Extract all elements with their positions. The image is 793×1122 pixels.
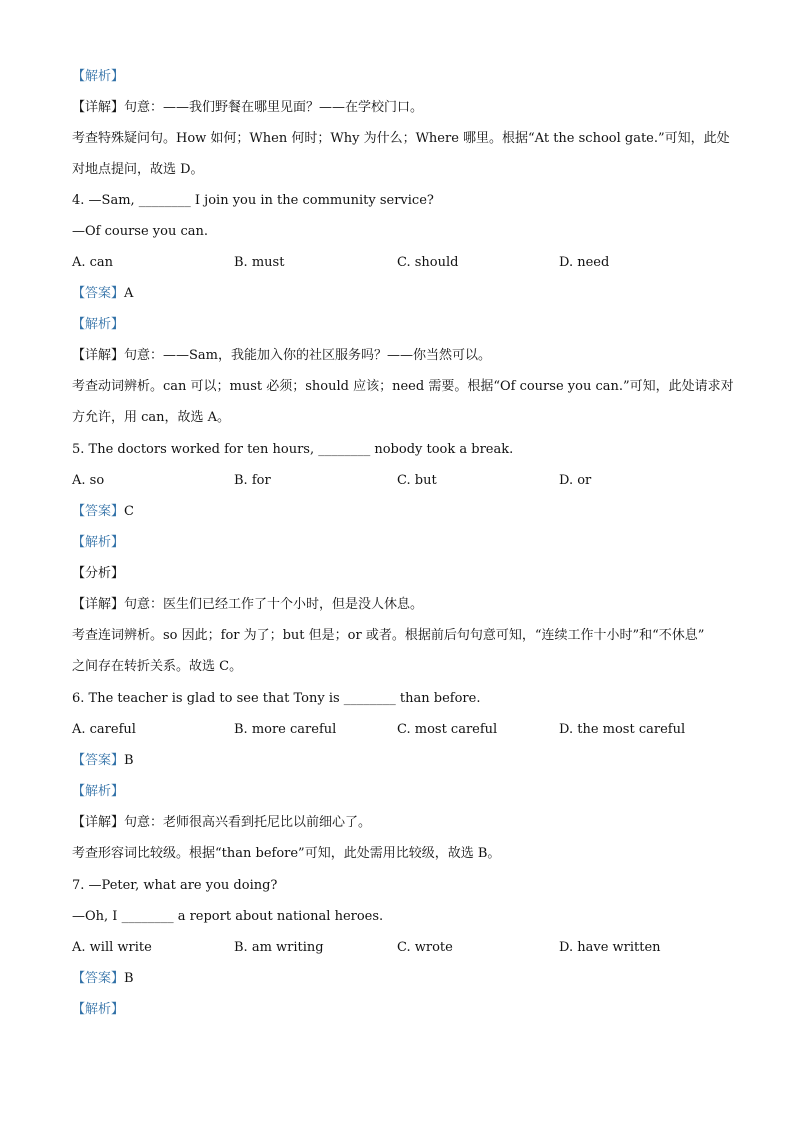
option-a: A. so — [72, 473, 105, 488]
explanation-line: 方允许，用 can，故选 A。 — [72, 410, 231, 425]
detail-line: 【详解】句意：——我们野餐在哪里见面？——在学校门口。 — [72, 100, 424, 115]
question-stem: 5. The doctors worked for ten hours, ________ nobody took a break. — [72, 442, 514, 457]
question-stem: —Of course you can. — [72, 224, 209, 239]
option-b: B. am writing — [234, 940, 324, 955]
option-a: A. will write — [72, 940, 152, 955]
analysis-label: 【解析】 — [72, 1002, 125, 1017]
option-a: A. can — [72, 255, 114, 270]
option-b: B. more careful — [234, 722, 337, 737]
option-d: D. or — [559, 473, 592, 488]
explanation-line: 对地点提问，故选 D。 — [72, 162, 204, 177]
explanation-line: 之间存在转折关系。故选 C。 — [72, 659, 243, 674]
option-d: D. the most careful — [559, 722, 686, 737]
answer-line: 【答案】B — [72, 971, 134, 986]
explanation-line: 考查动词辨析。can 可以；must 必须；should 应该；need 需要。根据“Of course you can.”可知，此处请求对 — [72, 379, 734, 394]
option-c: C. wrote — [397, 940, 453, 955]
explanation-line: 考查形容词比较级。根据“than before”可知，此处需用比较级，故选 B。 — [72, 846, 501, 861]
answer-line: 【答案】B — [72, 753, 134, 768]
option-b: B. must — [234, 255, 285, 270]
analysis-label: 【解析】 — [72, 69, 125, 84]
option-b: B. for — [234, 473, 271, 488]
question-stem: 6. The teacher is glad to see that Tony is ________ than before. — [72, 691, 481, 706]
option-c: C. should — [397, 255, 459, 270]
answer-line: 【答案】C — [72, 504, 134, 519]
analysis-heading: 【分析】 — [72, 566, 125, 581]
detail-line: 【详解】句意：老师很高兴看到托尼比以前细心了。 — [72, 815, 372, 830]
analysis-label: 【解析】 — [72, 535, 125, 550]
option-d: D. need — [559, 255, 610, 270]
question-stem: 7. —Peter, what are you doing? — [72, 878, 278, 893]
analysis-label: 【解析】 — [72, 317, 125, 332]
detail-line: 【详解】句意：——Sam，我能加入你的社区服务吗？——你当然可以。 — [72, 348, 491, 363]
option-c: C. but — [397, 473, 437, 488]
question-stem: —Oh, I ________ a report about national heroes. — [72, 909, 384, 924]
analysis-label: 【解析】 — [72, 784, 125, 799]
answer-line: 【答案】A — [72, 286, 134, 301]
option-c: C. most careful — [397, 722, 498, 737]
explanation-line: 考查特殊疑问句。How 如何；When 何时；Why 为什么；Where 哪里。根据“At the school gate.”可知，此处 — [72, 131, 730, 146]
explanation-line: 考查连词辨析。so 因此；for 为了；but 但是；or 或者。根据前后句句意可知，“连续工作十小时”和“不休息” — [72, 628, 705, 643]
option-d: D. have written — [559, 940, 661, 955]
detail-line: 【详解】句意：医生们已经工作了十个小时，但是没人休息。 — [72, 597, 424, 612]
option-a: A. careful — [72, 722, 136, 737]
question-stem: 4. —Sam, ________ I join you in the community service? — [72, 193, 434, 208]
